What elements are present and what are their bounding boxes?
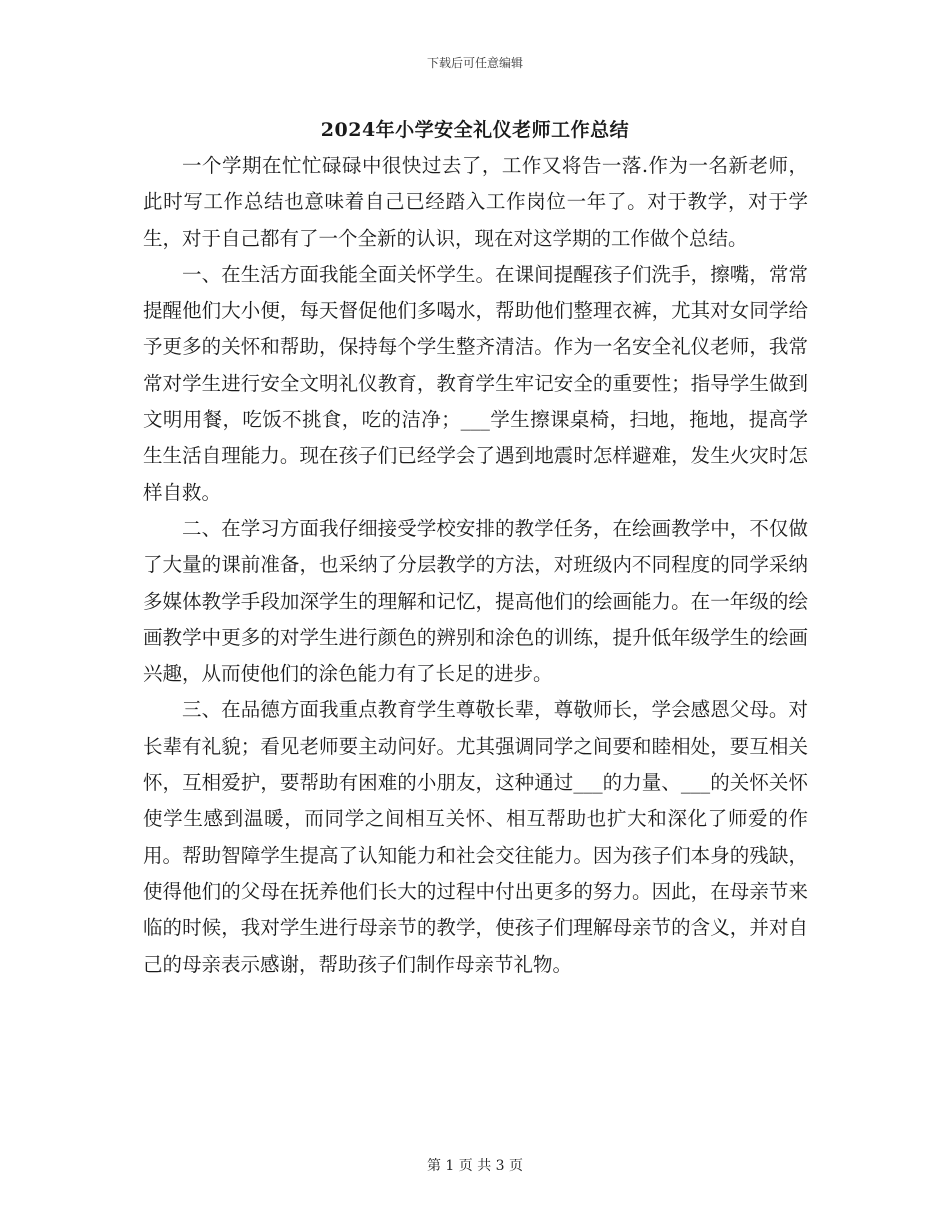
paragraph-intro: 一个学期在忙忙碌碌中很快过去了，工作又将告一落.作为一名新老师，此时写工作总结也意味着自己已经踏入工作岗位一年了。对于教学，对于学生，对于自己都有了一个全新的认识，现在对这学期的工作做个总结。 <box>143 154 808 250</box>
paragraph-study: 二、在学习方面我仔细接受学校安排的教学任务，在绘画教学中，不仅做了大量的课前准备，也采纳了分层教学的方法，对班级内不同程度的同学采纳多媒体教学手段加深学生的理解和记忆，提高他们的绘画能力。在一年级的绘画教学中更多的对学生进行颜色的辨别和涂色的训练，提升低年级学生的绘画兴趣，从而使他们的涂色能力有了长足的进步。 <box>143 516 808 686</box>
page-footer: 第 1 页 共 3 页 <box>426 1158 524 1174</box>
header-note: 下载后可任意编辑 <box>426 56 523 70</box>
document-body <box>143 148 808 983</box>
paragraph-morality: 三、在品德方面我重点教育学生尊敬长辈，尊敬师长，学会感恩父母。对长辈有礼貌；看见老师要主动问好。尤其强调同学之间要和睦相处，要互相关怀，互相爱护，要帮助有困难的小朋友，这种通过___的力量、___的关怀关怀使学生感到温暖，而同学之间相互关怀、相互帮助也扩大和深化了师爱的作用。帮助智障学生提高了认知能力和社会交往能力。因为孩子们本身的残缺，使得他们的父母在抚养他们长大的过程中付出更多的努力。因此，在母亲节来临的时候，我对学生进行母亲节的教学，使孩子们理解母亲节的含义，并对自己的母亲表示感谢，帮助孩子们制作母亲节礼物。 <box>143 698 808 976</box>
paragraph-life: 一、在生活方面我能全面关怀学生。在课间提醒孩子们洗手，擦嘴，常常提醒他们大小便，每天督促他们多喝水，帮助他们整理衣裤，尤其对女同学给予更多的关怀和帮助，保持每个学生整齐清洁。作为一名安全礼仪老师，我常常对学生进行安全文明礼仪教育，教育学生牢记安全的重要性；指导学生做到文明用餐，吃饭不挑食，吃的洁净；___学生擦课桌椅，扫地，拖地，提高学生生活自理能力。现在孩子们已经学会了遇到地震时怎样避难，发生火灾时怎样自救。 <box>143 262 808 504</box>
document-title: 2024年小学安全礼仪老师工作总结 <box>320 119 630 141</box>
